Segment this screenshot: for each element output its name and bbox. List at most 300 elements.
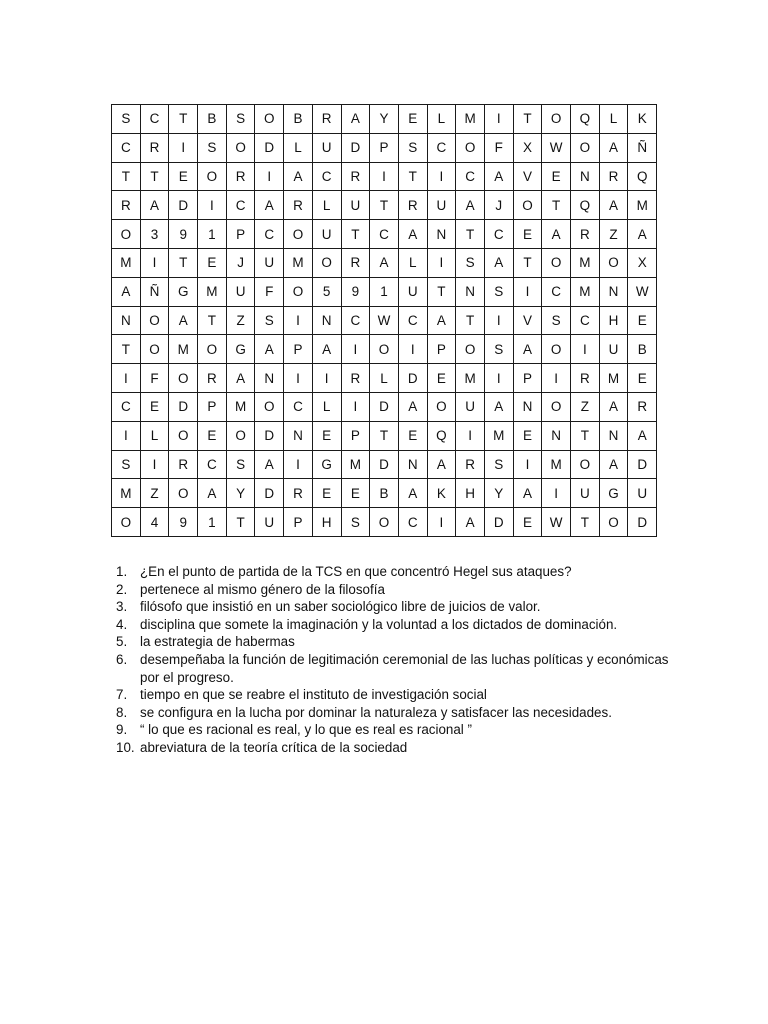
grid-cell: I bbox=[140, 248, 169, 277]
clue-number: 7. bbox=[116, 687, 128, 703]
grid-cell: R bbox=[284, 479, 313, 508]
grid-cell: T bbox=[398, 162, 427, 191]
grid-cell: S bbox=[456, 248, 485, 277]
grid-cell: I bbox=[513, 277, 542, 306]
grid-cell: B bbox=[198, 105, 227, 134]
grid-cell: T bbox=[513, 248, 542, 277]
grid-cell: I bbox=[398, 335, 427, 364]
grid-row bbox=[112, 335, 657, 364]
grid-cell: 3 bbox=[140, 220, 169, 249]
grid-cell: C bbox=[398, 508, 427, 537]
grid-cell: O bbox=[169, 364, 198, 393]
grid-cell: N bbox=[571, 162, 600, 191]
grid-cell: I bbox=[370, 162, 399, 191]
clue-text: abreviatura de la teoría crítica de la sociedad bbox=[140, 739, 408, 755]
grid-cell: A bbox=[427, 306, 456, 335]
grid-cell: U bbox=[255, 508, 284, 537]
grid-cell: S bbox=[484, 277, 513, 306]
grid-row bbox=[112, 105, 657, 134]
grid-cell: E bbox=[513, 421, 542, 450]
grid-cell: O bbox=[542, 392, 571, 421]
grid-cell: A bbox=[456, 508, 485, 537]
grid-row bbox=[112, 133, 657, 162]
grid-cell: I bbox=[198, 191, 227, 220]
grid-cell: A bbox=[112, 277, 141, 306]
grid-cell: P bbox=[198, 392, 227, 421]
grid-cell: N bbox=[255, 364, 284, 393]
grid-cell: A bbox=[484, 162, 513, 191]
clue-number: 6. bbox=[116, 651, 128, 667]
grid-cell: C bbox=[571, 306, 600, 335]
clue-text: pertenece al mismo género de la filosofía bbox=[140, 581, 385, 597]
grid-cell: I bbox=[284, 450, 313, 479]
grid-cell: R bbox=[284, 191, 313, 220]
grid-cell: S bbox=[255, 306, 284, 335]
grid-cell: A bbox=[169, 306, 198, 335]
grid-cell: E bbox=[513, 220, 542, 249]
grid-cell: G bbox=[599, 479, 628, 508]
grid-cell: F bbox=[484, 133, 513, 162]
clue-item bbox=[116, 704, 676, 722]
grid-cell: C bbox=[284, 392, 313, 421]
clue-number: 1. bbox=[116, 564, 128, 579]
grid-cell: D bbox=[398, 364, 427, 393]
grid-cell: H bbox=[599, 306, 628, 335]
clue-item bbox=[116, 563, 676, 581]
grid-cell: N bbox=[398, 450, 427, 479]
grid-cell: E bbox=[198, 421, 227, 450]
clue-item bbox=[116, 721, 676, 739]
grid-row bbox=[112, 277, 657, 306]
clue-number: 3. bbox=[116, 599, 128, 615]
grid-cell: M bbox=[542, 450, 571, 479]
grid-cell: O bbox=[370, 335, 399, 364]
grid-cell: I bbox=[284, 306, 313, 335]
grid-cell: I bbox=[427, 248, 456, 277]
grid-cell: M bbox=[112, 248, 141, 277]
grid-cell: O bbox=[255, 105, 284, 134]
grid-cell: D bbox=[484, 508, 513, 537]
clue-number: 4. bbox=[116, 616, 128, 632]
grid-cell: 4 bbox=[140, 508, 169, 537]
grid-cell: A bbox=[513, 479, 542, 508]
grid-cell: O bbox=[427, 392, 456, 421]
grid-cell: V bbox=[513, 162, 542, 191]
grid-cell: X bbox=[628, 248, 657, 277]
grid-cell: T bbox=[112, 162, 141, 191]
grid-cell: M bbox=[284, 248, 313, 277]
grid-cell: G bbox=[169, 277, 198, 306]
grid-cell: U bbox=[599, 335, 628, 364]
grid-cell: W bbox=[542, 508, 571, 537]
grid-cell: I bbox=[112, 421, 141, 450]
grid-cell: A bbox=[312, 335, 341, 364]
grid-cell: C bbox=[341, 306, 370, 335]
grid-cell: C bbox=[255, 220, 284, 249]
clue-text: tiempo en que se reabre el instituto de investigación social bbox=[140, 687, 487, 703]
grid-cell: T bbox=[456, 306, 485, 335]
grid-cell: L bbox=[599, 105, 628, 134]
grid-cell: L bbox=[370, 364, 399, 393]
grid-cell: 5 bbox=[312, 277, 341, 306]
grid-cell: U bbox=[456, 392, 485, 421]
grid-cell: C bbox=[198, 450, 227, 479]
grid-cell: T bbox=[571, 508, 600, 537]
grid-cell: A bbox=[226, 364, 255, 393]
grid-cell: Y bbox=[226, 479, 255, 508]
grid-cell: I bbox=[112, 364, 141, 393]
grid-cell: U bbox=[398, 277, 427, 306]
grid-cell: D bbox=[370, 450, 399, 479]
grid-cell: A bbox=[398, 392, 427, 421]
grid-row bbox=[112, 306, 657, 335]
grid-cell: O bbox=[456, 335, 485, 364]
grid-cell: N bbox=[312, 306, 341, 335]
grid-cell: E bbox=[169, 162, 198, 191]
grid-cell: F bbox=[140, 364, 169, 393]
grid-cell: 1 bbox=[370, 277, 399, 306]
grid-cell: A bbox=[628, 421, 657, 450]
grid-cell: O bbox=[599, 508, 628, 537]
grid-cell: I bbox=[571, 335, 600, 364]
grid-cell: L bbox=[427, 105, 456, 134]
grid-cell: 9 bbox=[169, 508, 198, 537]
grid-cell: Z bbox=[571, 392, 600, 421]
grid-cell: C bbox=[112, 392, 141, 421]
grid-cell: I bbox=[140, 450, 169, 479]
grid-cell: A bbox=[628, 220, 657, 249]
grid-cell: A bbox=[427, 450, 456, 479]
grid-cell: C bbox=[112, 133, 141, 162]
grid-cell: I bbox=[542, 364, 571, 393]
grid-cell: E bbox=[513, 508, 542, 537]
grid-cell: I bbox=[341, 335, 370, 364]
grid-cell: A bbox=[284, 162, 313, 191]
grid-cell: R bbox=[571, 364, 600, 393]
grid-cell: D bbox=[341, 133, 370, 162]
grid-row bbox=[112, 450, 657, 479]
grid-cell: A bbox=[599, 133, 628, 162]
grid-cell: T bbox=[571, 421, 600, 450]
grid-cell: G bbox=[312, 450, 341, 479]
grid-cell: P bbox=[284, 335, 313, 364]
grid-cell: I bbox=[513, 450, 542, 479]
grid-cell: M bbox=[112, 479, 141, 508]
grid-cell: I bbox=[255, 162, 284, 191]
grid-cell: T bbox=[169, 105, 198, 134]
grid-cell: U bbox=[226, 277, 255, 306]
grid-cell: L bbox=[398, 248, 427, 277]
grid-cell: Z bbox=[599, 220, 628, 249]
clue-number: 9. bbox=[116, 722, 128, 738]
grid-cell: E bbox=[312, 421, 341, 450]
grid-cell: C bbox=[370, 220, 399, 249]
grid-cell: M bbox=[456, 364, 485, 393]
grid-row bbox=[112, 364, 657, 393]
grid-cell: A bbox=[398, 220, 427, 249]
grid-cell: T bbox=[198, 306, 227, 335]
grid-cell: S bbox=[226, 105, 255, 134]
grid-cell: Y bbox=[484, 479, 513, 508]
grid-cell: C bbox=[427, 133, 456, 162]
grid-cell: S bbox=[341, 508, 370, 537]
grid-cell: W bbox=[628, 277, 657, 306]
grid-cell: C bbox=[312, 162, 341, 191]
word-search-grid bbox=[111, 104, 657, 537]
grid-cell: R bbox=[169, 450, 198, 479]
grid-cell: Y bbox=[370, 105, 399, 134]
clue-item bbox=[116, 598, 676, 616]
grid-cell: O bbox=[112, 508, 141, 537]
grid-cell: E bbox=[628, 364, 657, 393]
grid-cell: Q bbox=[571, 105, 600, 134]
grid-cell: M bbox=[456, 105, 485, 134]
grid-cell: R bbox=[628, 392, 657, 421]
grid-cell: S bbox=[484, 450, 513, 479]
clue-number: 5. bbox=[116, 634, 128, 650]
grid-cell: D bbox=[370, 392, 399, 421]
clue-text: desempeñaba la función de legitimación ceremonial de las luchas políticas y económicas por el progreso. bbox=[140, 651, 669, 685]
grid-cell: D bbox=[255, 133, 284, 162]
grid-cell: Q bbox=[571, 191, 600, 220]
grid-cell: E bbox=[341, 479, 370, 508]
grid-cell: C bbox=[456, 162, 485, 191]
grid-cell: R bbox=[226, 162, 255, 191]
grid-cell: I bbox=[341, 392, 370, 421]
grid-cell: M bbox=[571, 277, 600, 306]
grid-cell: O bbox=[513, 191, 542, 220]
clue-item bbox=[116, 616, 676, 634]
grid-cell: Q bbox=[628, 162, 657, 191]
grid-row bbox=[112, 392, 657, 421]
grid-cell: O bbox=[169, 479, 198, 508]
grid-cell: A bbox=[255, 191, 284, 220]
grid-cell: C bbox=[542, 277, 571, 306]
grid-cell: P bbox=[226, 220, 255, 249]
clue-text: la estrategia de habermas bbox=[140, 634, 295, 650]
grid-cell: L bbox=[284, 133, 313, 162]
grid-cell: S bbox=[198, 133, 227, 162]
grid-cell: D bbox=[255, 421, 284, 450]
grid-cell: Z bbox=[226, 306, 255, 335]
grid-cell: A bbox=[599, 191, 628, 220]
grid-cell: N bbox=[427, 220, 456, 249]
grid-cell: L bbox=[312, 392, 341, 421]
grid-cell: C bbox=[484, 220, 513, 249]
grid-cell: T bbox=[226, 508, 255, 537]
grid-cell: M bbox=[599, 364, 628, 393]
grid-cell: O bbox=[198, 335, 227, 364]
grid-cell: S bbox=[542, 306, 571, 335]
grid-row bbox=[112, 162, 657, 191]
grid-cell: I bbox=[427, 162, 456, 191]
grid-cell: A bbox=[513, 335, 542, 364]
grid-cell: I bbox=[542, 479, 571, 508]
grid-cell: A bbox=[484, 248, 513, 277]
grid-cell: S bbox=[112, 105, 141, 134]
grid-cell: L bbox=[140, 421, 169, 450]
grid-cell: C bbox=[140, 105, 169, 134]
clue-item bbox=[116, 581, 676, 599]
grid-cell: O bbox=[140, 306, 169, 335]
clue-text: filósofo que insistió en un saber sociológico libre de juicios de valor. bbox=[140, 599, 541, 615]
grid-cell: N bbox=[599, 421, 628, 450]
grid-cell: E bbox=[140, 392, 169, 421]
grid-cell: U bbox=[341, 191, 370, 220]
grid-cell: W bbox=[370, 306, 399, 335]
clue-text: se configura en la lucha por dominar la naturaleza y satisfacer las necesidades. bbox=[140, 704, 612, 720]
grid-cell: O bbox=[456, 133, 485, 162]
clue-item bbox=[116, 633, 676, 651]
grid-cell: O bbox=[542, 105, 571, 134]
grid-cell: M bbox=[198, 277, 227, 306]
grid-cell: C bbox=[398, 306, 427, 335]
grid-cell: G bbox=[226, 335, 255, 364]
grid-cell: O bbox=[255, 392, 284, 421]
grid-cell: U bbox=[312, 133, 341, 162]
grid-cell: M bbox=[169, 335, 198, 364]
grid-cell: I bbox=[284, 364, 313, 393]
grid-cell: S bbox=[398, 133, 427, 162]
grid-cell: N bbox=[112, 306, 141, 335]
grid-cell: 1 bbox=[198, 220, 227, 249]
grid-cell: R bbox=[198, 364, 227, 393]
grid-cell: A bbox=[542, 220, 571, 249]
grid-cell: A bbox=[341, 105, 370, 134]
grid-row bbox=[112, 421, 657, 450]
grid-cell: A bbox=[599, 450, 628, 479]
grid-cell: E bbox=[398, 421, 427, 450]
clue-item bbox=[116, 686, 676, 704]
grid-cell: T bbox=[140, 162, 169, 191]
grid-cell: A bbox=[484, 392, 513, 421]
grid-cell: N bbox=[599, 277, 628, 306]
clue-number: 8. bbox=[116, 704, 128, 720]
grid-cell: I bbox=[169, 133, 198, 162]
grid-cell: A bbox=[198, 479, 227, 508]
grid-cell: H bbox=[456, 479, 485, 508]
grid-cell: B bbox=[628, 335, 657, 364]
grid-cell: O bbox=[112, 220, 141, 249]
grid-cell: A bbox=[255, 450, 284, 479]
grid-cell: E bbox=[628, 306, 657, 335]
clue-list bbox=[116, 563, 676, 757]
grid-cell: D bbox=[169, 191, 198, 220]
grid-cell: R bbox=[599, 162, 628, 191]
grid-row bbox=[112, 220, 657, 249]
clue-item bbox=[116, 651, 676, 686]
grid-cell: E bbox=[198, 248, 227, 277]
grid-cell: T bbox=[169, 248, 198, 277]
grid-cell: D bbox=[169, 392, 198, 421]
grid-cell: A bbox=[255, 335, 284, 364]
grid-cell: O bbox=[198, 162, 227, 191]
grid-cell: P bbox=[341, 421, 370, 450]
grid-cell: R bbox=[456, 450, 485, 479]
grid-cell: O bbox=[169, 421, 198, 450]
grid-row bbox=[112, 248, 657, 277]
grid-cell: O bbox=[312, 248, 341, 277]
grid-cell: B bbox=[284, 105, 313, 134]
grid-cell: 9 bbox=[169, 220, 198, 249]
grid-cell: O bbox=[284, 277, 313, 306]
grid-cell: R bbox=[341, 162, 370, 191]
grid-cell: O bbox=[571, 450, 600, 479]
grid-cell: E bbox=[398, 105, 427, 134]
grid-cell: M bbox=[341, 450, 370, 479]
grid-cell: M bbox=[226, 392, 255, 421]
grid-cell: O bbox=[571, 133, 600, 162]
grid-cell: R bbox=[341, 364, 370, 393]
grid-cell: 9 bbox=[341, 277, 370, 306]
grid-cell: S bbox=[484, 335, 513, 364]
grid-cell: Q bbox=[427, 421, 456, 450]
grid-cell: R bbox=[341, 248, 370, 277]
grid-cell: P bbox=[513, 364, 542, 393]
grid-cell: E bbox=[542, 162, 571, 191]
grid-cell: Ñ bbox=[140, 277, 169, 306]
grid-cell: I bbox=[312, 364, 341, 393]
clue-number: 10. bbox=[116, 739, 135, 755]
grid-cell: Ñ bbox=[628, 133, 657, 162]
grid-cell: W bbox=[542, 133, 571, 162]
grid-cell: J bbox=[484, 191, 513, 220]
grid-cell: D bbox=[255, 479, 284, 508]
grid-row bbox=[112, 479, 657, 508]
grid-cell: M bbox=[484, 421, 513, 450]
grid-cell: N bbox=[542, 421, 571, 450]
grid-cell: I bbox=[484, 306, 513, 335]
grid-cell: S bbox=[112, 450, 141, 479]
grid-cell: R bbox=[398, 191, 427, 220]
grid-cell: E bbox=[312, 479, 341, 508]
grid-cell: P bbox=[427, 335, 456, 364]
grid-cell: E bbox=[427, 364, 456, 393]
grid-cell: H bbox=[312, 508, 341, 537]
clue-text: disciplina que somete la imaginación y la voluntad a los dictados de dominación. bbox=[140, 616, 618, 632]
grid-cell: A bbox=[456, 191, 485, 220]
grid-cell: O bbox=[226, 421, 255, 450]
grid-cell: C bbox=[226, 191, 255, 220]
grid-cell: D bbox=[628, 450, 657, 479]
grid-cell: K bbox=[427, 479, 456, 508]
grid-cell: I bbox=[484, 364, 513, 393]
grid-cell: A bbox=[599, 392, 628, 421]
grid-cell: N bbox=[456, 277, 485, 306]
grid-cell: O bbox=[284, 220, 313, 249]
grid-cell: K bbox=[628, 105, 657, 134]
grid-cell: U bbox=[427, 191, 456, 220]
grid-row bbox=[112, 191, 657, 220]
grid-cell: T bbox=[112, 335, 141, 364]
grid-cell: R bbox=[140, 133, 169, 162]
grid-cell: P bbox=[284, 508, 313, 537]
grid-cell: R bbox=[312, 105, 341, 134]
clue-text: “ lo que es racional es real, y lo que es real es racional ” bbox=[140, 722, 472, 738]
grid-cell: T bbox=[370, 421, 399, 450]
grid-cell: T bbox=[542, 191, 571, 220]
grid-cell: N bbox=[513, 392, 542, 421]
grid-cell: L bbox=[312, 191, 341, 220]
grid-cell: S bbox=[226, 450, 255, 479]
grid-cell: M bbox=[628, 191, 657, 220]
grid-cell: R bbox=[571, 220, 600, 249]
grid-cell: T bbox=[341, 220, 370, 249]
grid-cell: O bbox=[140, 335, 169, 364]
grid-cell: T bbox=[456, 220, 485, 249]
clue-item bbox=[116, 739, 676, 757]
grid-cell: 1 bbox=[198, 508, 227, 537]
